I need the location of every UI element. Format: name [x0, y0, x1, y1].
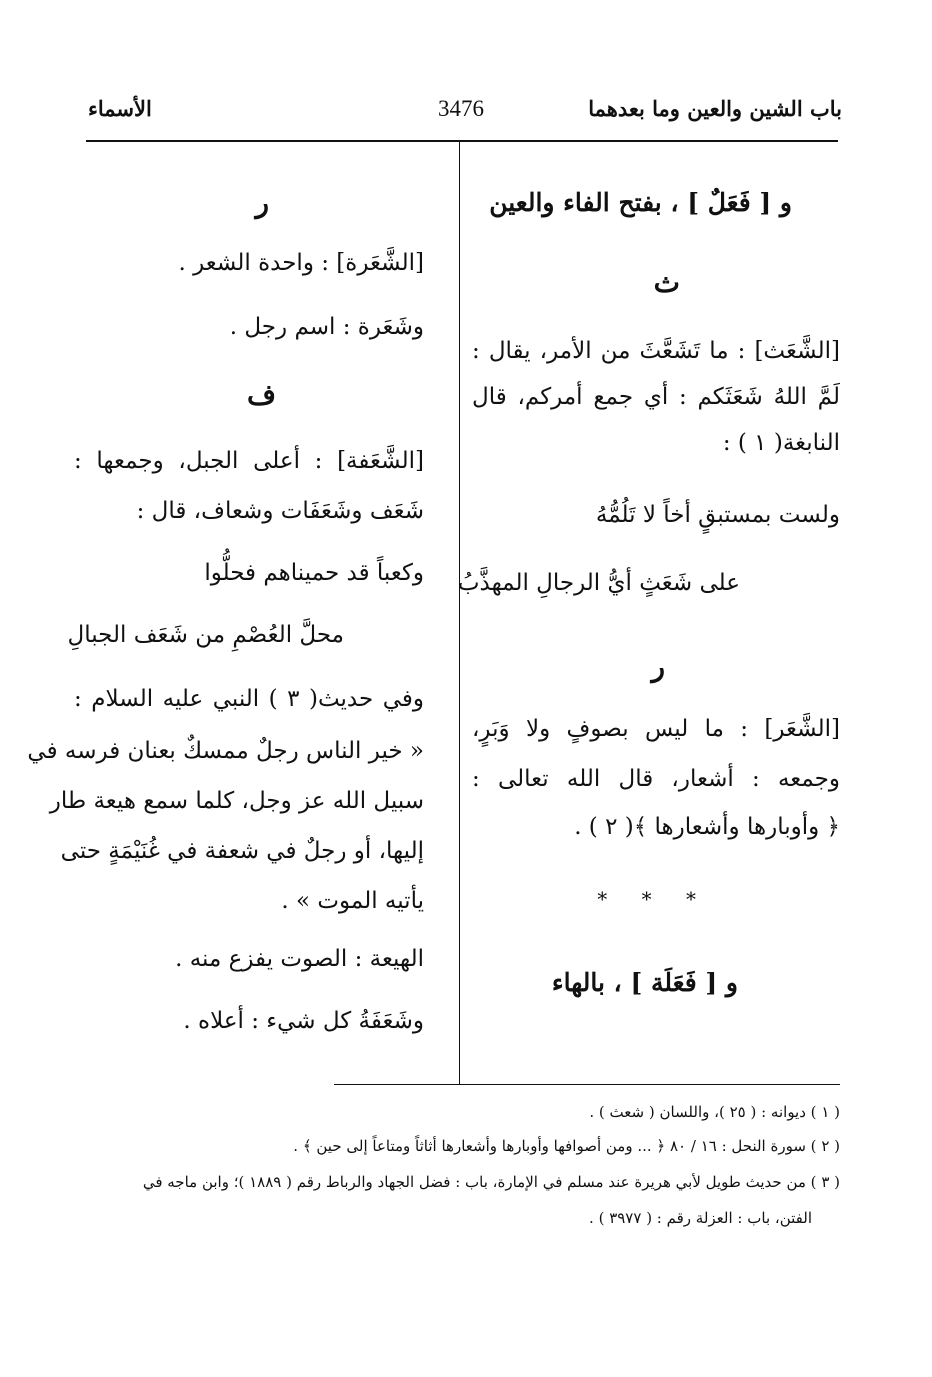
verse-line-1: ولست بمستبقٍ أخاً لا تَلُمُّهُ	[595, 502, 840, 528]
entry-shaafa-line2: شَعَف وشَعَفَات وشعاف، قال :	[136, 498, 424, 524]
entry-shaar-line3: ﴿ وأوبارها وأشعارها ﴾( ٢ ) .	[574, 814, 840, 840]
entry-shaafat-kull: وشَعَفَةُ كل شيء : أعلاه .	[183, 1008, 424, 1034]
column-divider	[459, 142, 460, 1084]
footnote-3-line1: ( ٣ ) من حديث طويل لأبي هريرة عند مسلم في الإمارة، باب : فضل الجهاد والرباط رقم ( ١٨٨٩ )؛ وابن ماجه في	[142, 1173, 840, 1191]
hadith-line2: « خير الناس رجلٌ ممسكٌ بعنان فرسه في	[27, 738, 424, 764]
verse-line-2: على شَعَثٍ أيُّ الرجالِ المهذَّبُ	[457, 570, 740, 596]
section-title-faala: و [ فَعَلَة ] ، بالهاء	[551, 968, 738, 997]
entry-hayaa: الهيعة : الصوت يفزع منه .	[175, 946, 424, 972]
entry-shaafa-line1: [الشَّعَفة] : أعلى الجبل، وجمعها :	[74, 448, 424, 474]
running-header-section: الأسماء	[88, 96, 152, 121]
letter-heading-fa: ف	[246, 378, 276, 411]
entry-shaath-line3: النابغة( ١ ) :	[722, 430, 840, 456]
hadith-line5: يأتيه الموت » .	[281, 888, 424, 914]
entry-shaath-line1: [الشَّعَث] : ما تَشَعَّثَ من الأمر، يقال :	[472, 338, 840, 364]
page-number: 3476	[438, 96, 484, 121]
section-separator: * * *	[597, 887, 710, 911]
entry-shaar-line2: وجمعه : أشعار، قال الله تعالى :	[472, 766, 840, 792]
letter-heading-ra: ر	[255, 186, 269, 219]
verse-line-1: وكعباً قد حميناهم فحلُّوا	[204, 560, 424, 586]
letter-heading-tha: ث	[653, 266, 680, 299]
hadith-line1: وفي حديث( ٣ ) النبي عليه السلام :	[74, 686, 424, 712]
entry-shaara-name: وشَعَرة : اسم رجل .	[229, 314, 424, 340]
footnote-1: ( ١ ) ديوانه : ( ٢٥ )، واللسان ( شعث ) .	[589, 1103, 840, 1121]
hadith-line3: سبيل الله عز وجل، كلما سمع هيعة طار	[49, 788, 424, 814]
footnote-3-line2: الفتن، باب : العزلة رقم : ( ٣٩٧٧ ) .	[589, 1209, 812, 1227]
letter-heading-ra: ر	[651, 650, 665, 683]
footnote-rule	[334, 1084, 840, 1085]
running-header-chapter: باب الشين والعين وما بعدهما	[588, 96, 842, 121]
header-rule	[86, 140, 838, 142]
section-title-faal: و [ فَعَلٌ ] ، بفتح الفاء والعين	[489, 188, 792, 217]
verse-line-2: محلَّ العُصْمِ من شَعَف الجبالِ	[67, 622, 344, 648]
footnote-2: ( ٢ ) سورة النحل : ١٦ / ٨٠ ﴿ ... ومن أصوافها وأوبارها وأشعارها أثاثاً ومتاعاً إلى حين ﴾ .	[293, 1137, 840, 1155]
entry-shaath-line2: لَمَّ اللهُ شَعَثَكم : أي جمع أمركم، قال	[472, 384, 840, 410]
entry-shaar-line1: [الشَّعَر] : ما ليس بصوفٍ ولا وَبَرٍ،	[472, 716, 840, 742]
entry-shaara: [الشَّعَرة] : واحدة الشعر .	[178, 250, 424, 276]
hadith-line4: إليها، أو رجلٌ في شعفة في غُنَيْمَةٍ حتى	[60, 838, 424, 864]
